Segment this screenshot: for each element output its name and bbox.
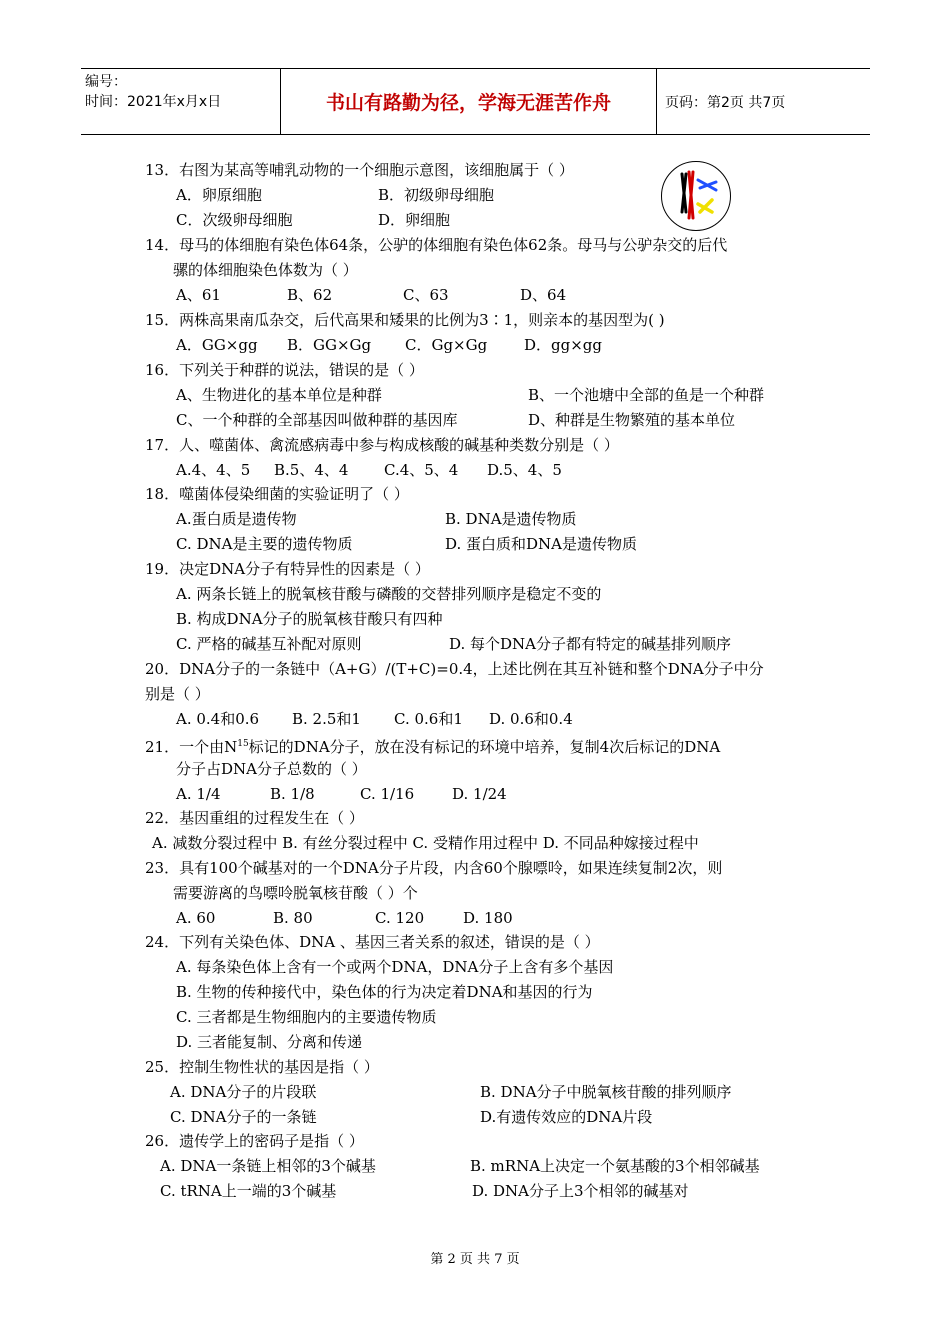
q15-option-c: C．Gg×Gg	[405, 336, 488, 354]
q18-option-a: A.蛋白质是遗传物	[176, 510, 297, 528]
q14-option-a: A、61	[176, 286, 221, 304]
q21-stem-line2: 分子占DNA分子总数的（ ）	[176, 760, 367, 778]
q13-option-d: D．卵细胞	[378, 211, 451, 229]
time-label: 时间：2021年x月x日	[85, 94, 222, 110]
q18-option-c: C. DNA是主要的遗传物质	[176, 535, 353, 553]
q17-option-d: D.5、4、5	[487, 461, 562, 479]
q24-option-a: A. 每条染色体上含有一个或两个DNA，DNA分子上含有多个基因	[176, 958, 614, 976]
header-page-info: 页码：第2页 共7页	[665, 94, 786, 111]
q25-option-b: B. DNA分子中脱氧核苷酸的排列顺序	[480, 1083, 732, 1101]
q13-stem: 13．右图为某高等哺乳动物的一个细胞示意图，该细胞属于（ ）	[145, 161, 574, 179]
q13-option-a: A．卵原细胞	[176, 186, 262, 204]
q14-stem-line2: 骡的体细胞染色体数为（ ）	[173, 261, 358, 279]
q13-option-c: C．次级卵母细胞	[176, 211, 293, 229]
number-label: 编号：	[85, 74, 127, 90]
q15-stem: 15．两株高果南瓜杂交，后代高果和矮果的比例为3∶1，则亲本的基因型为( )	[145, 311, 665, 329]
cell-diagram	[660, 160, 732, 232]
q23-stem-line2: 需要游离的鸟嘌呤脱氧核苷酸（ ）个	[173, 884, 418, 902]
q24-option-d: D. 三者能复制、分离和传递	[176, 1033, 363, 1051]
q19-option-c: C. 严格的碱基互补配对原则	[176, 635, 362, 653]
q19-option-a: A. 两条长链上的脱氧核苷酸与磷酸的交替排列顺序是稳定不变的	[176, 585, 602, 603]
q21-superscript: 15	[237, 739, 249, 749]
q24-option-c: C. 三者都是生物细胞内的主要遗传物质	[176, 1008, 437, 1026]
q18-option-d: D. 蛋白质和DNA是遗传物质	[445, 535, 638, 553]
q14-option-c: C、63	[403, 286, 449, 304]
q19-option-b: B. 构成DNA分子的脱氧核苷酸只有四种	[176, 610, 443, 628]
q22-options: A. 减数分裂过程中 B. 有丝分裂过程中 C. 受精作用过程中 D. 不同品种嫁接过程中	[152, 834, 699, 852]
q15-option-a: A．GG×gg	[176, 336, 258, 354]
q25-option-d: D.有遗传效应的DNA片段	[480, 1108, 653, 1126]
q20-stem-line1: 20．DNA分子的一条链中（A+G）/(T+C)=0.4，上述比例在其互补链和整个DNA分子中分	[145, 660, 764, 678]
q21-option-b: B. 1/8	[270, 785, 315, 803]
q16-option-b: B、一个池塘中全部的鱼是一个种群	[528, 386, 765, 404]
q24-stem: 24．下列有关染色体、DNA 、基因三者关系的叙述，错误的是（ ）	[145, 933, 600, 951]
q19-stem: 19．决定DNA分子有特异性的因素是（ ）	[145, 560, 430, 578]
q16-stem: 16．下列关于种群的说法，错误的是（ ）	[145, 361, 424, 379]
q20-option-c: C. 0.6和1	[394, 710, 463, 728]
q23-option-c: C. 120	[375, 909, 425, 927]
q18-option-b: B. DNA是遗传物质	[445, 510, 577, 528]
q21-stem-line1	[145, 734, 720, 757]
page-footer: 第 2 页 共 7 页	[430, 1252, 520, 1267]
q16-option-a: A、生物进化的基本单位是种群	[176, 386, 382, 404]
q16-option-d: D、种群是生物繁殖的基本单位	[528, 411, 736, 429]
q26-option-d: D. DNA分子上3个相邻的碱基对	[472, 1182, 689, 1200]
q26-stem: 26．遗传学上的密码子是指（ ）	[145, 1132, 364, 1150]
q17-option-b: B.5、4、4	[274, 461, 349, 479]
q23-option-d: D. 180	[463, 909, 513, 927]
page-header	[81, 68, 870, 135]
q17-option-c: C.4、5、4	[384, 461, 459, 479]
q25-stem: 25．控制生物性状的基因是指（ ）	[145, 1058, 379, 1076]
q20-option-b: B. 2.5和1	[292, 710, 361, 728]
q21-option-c: C. 1/16	[360, 785, 415, 803]
q23-stem-line1: 23．具有100个碱基对的一个DNA分子片段，内含60个腺嘌呤，如果连续复制2次，则	[145, 859, 723, 877]
q15-option-b: B．GG×Gg	[287, 336, 372, 354]
q20-stem-line2: 别是（ ）	[145, 685, 210, 703]
q26-option-b: B. mRNA上决定一个氨基酸的3个相邻碱基	[470, 1157, 760, 1175]
q20-option-a: A. 0.4和0.6	[176, 710, 260, 728]
q20-option-d: D. 0.6和0.4	[489, 710, 573, 728]
q14-option-b: B、62	[287, 286, 333, 304]
q19-option-d: D. 每个DNA分子都有特定的碱基排列顺序	[449, 635, 732, 653]
header-motto: 书山有路勤为径，学海无涯苦作舟	[281, 69, 657, 134]
q21-option-d: D. 1/24	[452, 785, 507, 803]
q17-stem: 17．人、噬菌体、禽流感病毒中参与构成核酸的碱基种类数分别是（ ）	[145, 436, 619, 454]
q24-option-b: B. 生物的传种接代中，染色体的行为决定着DNA和基因的行为	[176, 983, 593, 1001]
q14-option-d: D、64	[520, 286, 567, 304]
q18-stem: 18．噬菌体侵染细菌的实验证明了（ ）	[145, 485, 409, 503]
q22-stem: 22．基因重组的过程发生在（ ）	[145, 809, 364, 827]
q23-option-a: A. 60	[176, 909, 216, 927]
q26-option-a: A. DNA一条链上相邻的3个碱基	[160, 1157, 376, 1175]
header-info	[81, 69, 281, 134]
q23-option-b: B. 80	[273, 909, 313, 927]
q26-option-c: C. tRNA上一端的3个碱基	[160, 1182, 337, 1200]
q14-stem-line1: 14．母马的体细胞有染色体64条，公驴的体细胞有染色体62条。母马与公驴杂交的后代	[145, 236, 728, 254]
chromosome-red-pair	[689, 172, 693, 218]
q13-option-b: B．初级卵母细胞	[378, 186, 495, 204]
q16-option-c: C、一个种群的全部基因叫做种群的基因库	[176, 411, 458, 429]
q25-option-c: C. DNA分子的一条链	[170, 1108, 317, 1126]
q21-stem-pre: 21．一个由N	[145, 738, 238, 756]
q21-stem-post: 标记的DNA分子，放在没有标记的环境中培养，复制4次后标记的DNA	[248, 738, 721, 756]
chromosome-black-pair	[682, 174, 686, 212]
q15-option-d: D．gg×gg	[524, 336, 603, 354]
q21-option-a: A. 1/4	[176, 785, 221, 803]
q25-option-a: A. DNA分子的片段联	[170, 1083, 317, 1101]
q17-option-a: A.4、4、5	[176, 461, 251, 479]
